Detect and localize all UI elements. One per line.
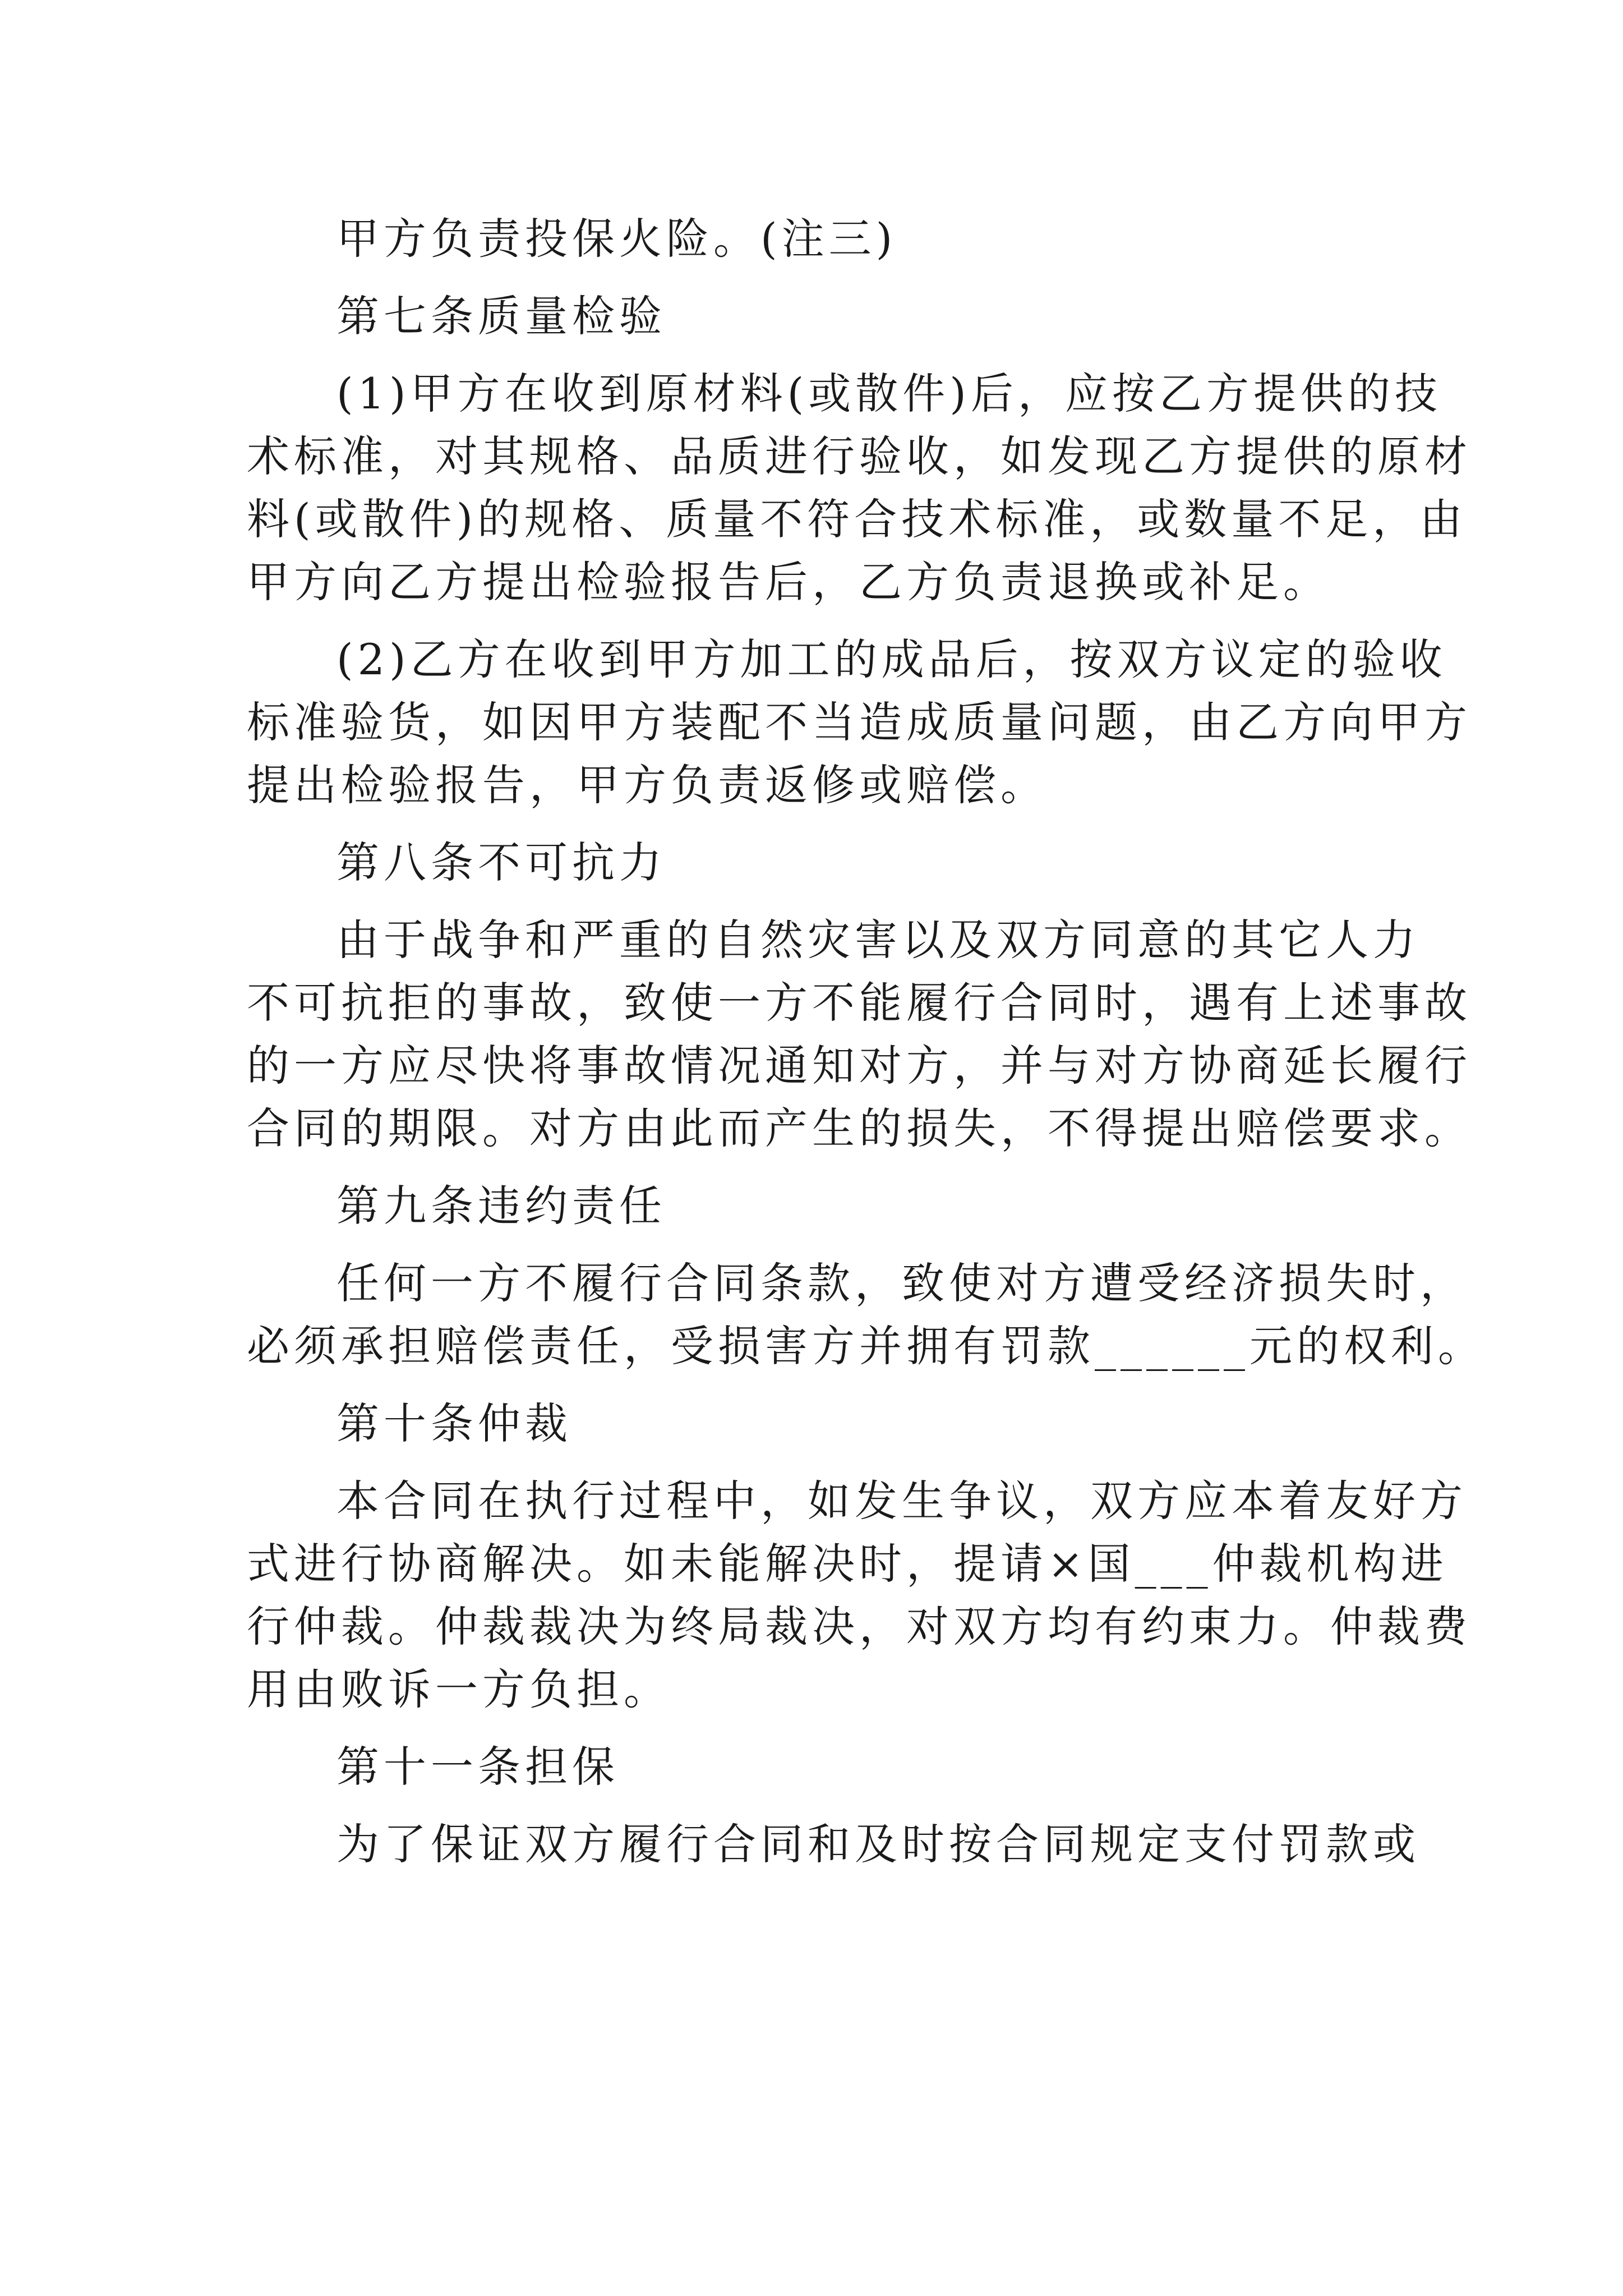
paragraph-line: 不可抗拒的事故，致使一方不能履行合同时，遇有上述事故: [247, 978, 1472, 1028]
paragraph-line: 合同的期限。对方由此而产生的损失，不得提出赔偿要求。: [247, 1103, 1472, 1153]
paragraph-line: 式进行协商解决。如未能解决时，提请×国___仲裁机构进: [247, 1539, 1448, 1589]
paragraph-line: 为了保证双方履行合同和及时按合同规定支付罚款或: [336, 1819, 1420, 1869]
paragraph-line: 行仲裁。仲裁裁决为终局裁决，对双方均有约束力。仲裁费: [247, 1602, 1472, 1651]
section-heading-guarantee: 第十一条担保: [336, 1742, 619, 1792]
section-heading-force-majeure: 第八条不可抗力: [336, 838, 666, 887]
paragraph-line: 用由败诉一方负担。: [247, 1664, 671, 1714]
paragraph-line: 本合同在执行过程中，如发生争议，双方应本着友好方: [336, 1476, 1467, 1526]
section-heading-quality-inspection: 第七条质量检验: [336, 291, 666, 341]
paragraph-line: 术标准，对其规格、品质进行验收，如发现乙方提供的原材: [247, 431, 1472, 481]
paragraph-line: (1)甲方在收到原材料(或散件)后，应按乙方提供的技: [336, 369, 1442, 418]
paragraph-line: 任何一方不履行合同条款，致使对方遭受经济损失时，: [336, 1258, 1467, 1308]
paragraph-line: 甲方向乙方提出检验报告后，乙方负责退换或补足。: [247, 557, 1330, 607]
paragraph-line: (2)乙方在收到甲方加工的成品后，按双方议定的验收: [336, 634, 1447, 684]
paragraph-insurance: 甲方负责投保火险。(注三): [336, 214, 897, 264]
paragraph-line: 由于战争和严重的自然灾害以及双方同意的其它人力: [336, 915, 1420, 965]
section-heading-liability: 第九条违约责任: [336, 1181, 666, 1231]
paragraph-line: 提出检验报告，甲方负责返修或赔偿。: [247, 760, 1048, 810]
paragraph-line: 料(或散件)的规格、质量不符合技术标准，或数量不足，由: [247, 494, 1467, 544]
section-heading-arbitration: 第十条仲裁: [336, 1398, 572, 1448]
contract-page: [247, 208, 1485, 1876]
paragraph-line: 的一方应尽快将事故情况通知对方，并与对方协商延长履行: [247, 1041, 1472, 1091]
paragraph-line: 必须承担赔偿责任，受损害方并拥有罚款______元的权利。: [247, 1321, 1485, 1371]
paragraph-line: 标准验货，如因甲方装配不当造成质量问题，由乙方向甲方: [247, 697, 1472, 747]
